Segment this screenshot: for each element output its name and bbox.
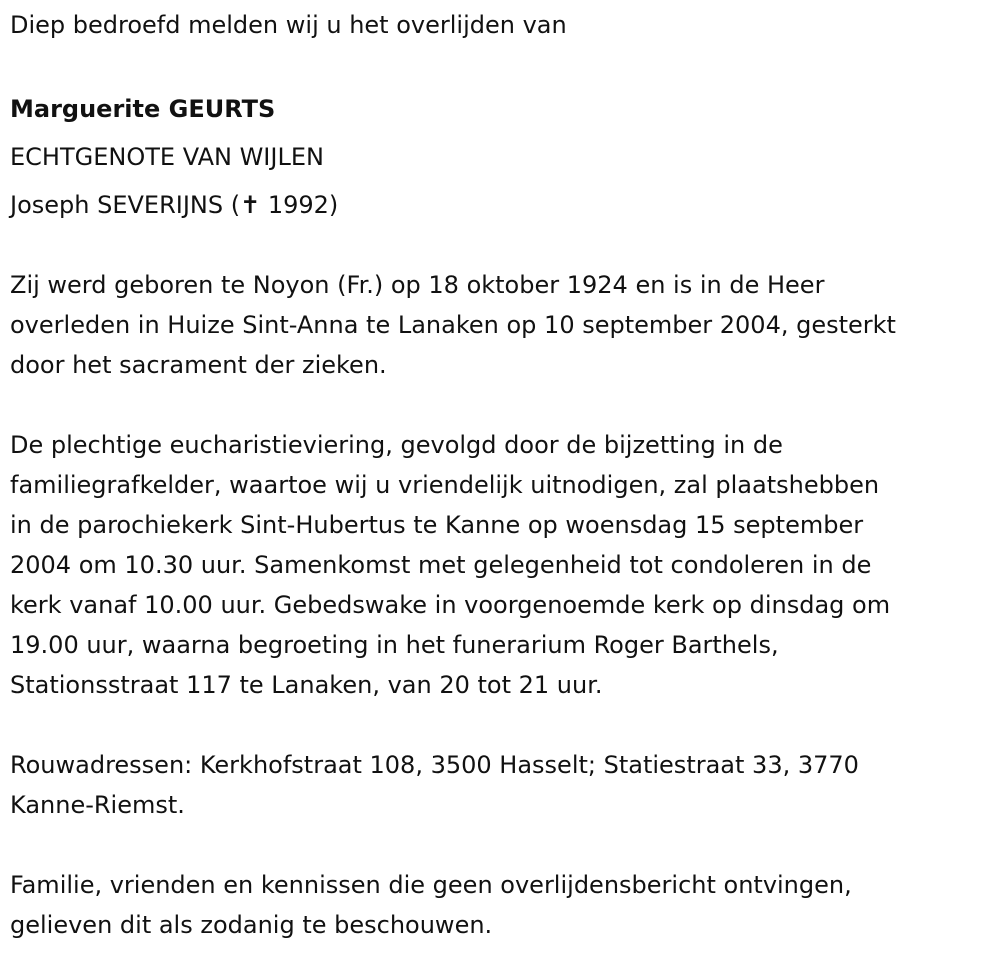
obituary-notice — [10, 0, 995, 945]
intro-text: Diep bedroefd melden wij u het overlijden van — [10, 11, 567, 39]
paragraph-line: gelieven dit als zodanig te beschouwen. — [10, 911, 493, 939]
spacer — [10, 705, 995, 745]
paragraph-line: De plechtige eucharistieviering, gevolgd door de bijzetting in de — [10, 431, 783, 459]
ceremony-paragraph — [10, 425, 995, 705]
spouse-text: Joseph SEVERIJNS (✝ 1992) — [10, 191, 339, 219]
address-paragraph — [10, 745, 995, 825]
spacer — [10, 825, 995, 865]
paragraph-line: Kanne-Riemst. — [10, 791, 185, 819]
paragraph-line: 2004 om 10.30 uur. Samenkomst met gelegenheid tot condoleren in de — [10, 551, 872, 579]
paragraph-line: familiegrafkelder, waartoe wij u vriendelijk uitnodigen, zal plaatshebben — [10, 471, 880, 499]
paragraph-line: overleden in Huize Sint-Anna te Lanaken op 10 september 2004, gesterkt — [10, 311, 896, 339]
paragraph-line: in de parochiekerk Sint-Hubertus te Kanne op woensdag 15 september — [10, 511, 864, 539]
paragraph-line: Stationsstraat 117 te Lanaken, van 20 tot 21 uur. — [10, 671, 603, 699]
paragraph-line: Familie, vrienden en kennissen die geen overlijdensbericht ontvingen, — [10, 871, 852, 899]
paragraph-line: Zij werd geboren te Noyon (Fr.) op 18 oktober 1924 en is in de Heer — [10, 271, 825, 299]
birth-death-paragraph — [10, 265, 995, 385]
deceased-name: Marguerite GEURTS — [10, 95, 276, 123]
spacer — [10, 229, 995, 265]
paragraph-line: 19.00 uur, waarna begroeting in het funerarium Roger Barthels, — [10, 631, 779, 659]
relation-text: ECHTGENOTE VAN WIJLEN — [10, 143, 324, 171]
closing-paragraph — [10, 865, 995, 945]
paragraph-line: door het sacrament der zieken. — [10, 351, 387, 379]
paragraph-line: Rouwadressen: Kerkhofstraat 108, 3500 Hasselt; Statiestraat 33, 3770 — [10, 751, 859, 779]
paragraph-line: kerk vanaf 10.00 uur. Gebedswake in voorgenoemde kerk op dinsdag om — [10, 591, 891, 619]
spacer — [10, 385, 995, 425]
